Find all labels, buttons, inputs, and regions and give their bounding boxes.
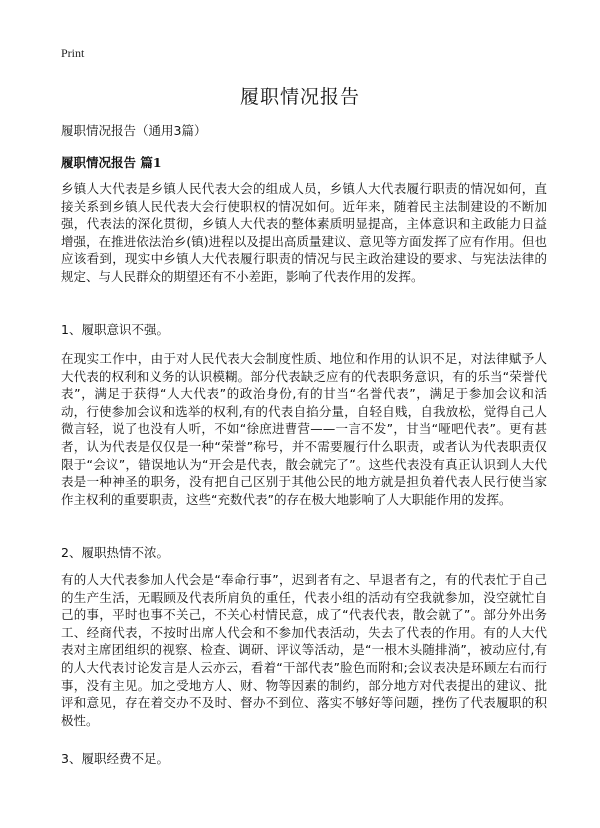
- heading-1: 1、履职意识不强。: [61, 322, 169, 337]
- print-label: Print: [61, 46, 85, 60]
- paragraph-2: 有的人大代表参加人代会是“奉命行事”，迟到者有之、早退者有之，有的代表忙于自己的生产生活，无暇顾及代表所肩负的重任，代表小组的活动有空我就参加，没空就忙自己的事，平时也事不关己，不关心村情民意，成了“代表代表，散会就了”。部分外出务工、经商代表，不按时出席人代会和不参加代表活动，失去了代表的作用。有的人大代表对主席团组织的视察、检查、调研、评议等活动，是“一根木头随排淌”，被动应付,有的人大代表讨论发言是人云亦云，看着“干部代表”脸色而附和;会议表决是环顾左右而行事，没有主见。加之受地方人、财、物等因素的制约，部分地方对代表提出的建议、批评和意见，存在着交办不及时、督办不到位、落实不够好等问题，挫伤了代表履职的积极性。: [61, 572, 547, 728]
- section-title: 履职情况报告 篇1: [61, 155, 162, 170]
- page-title: 履职情况报告: [239, 86, 360, 108]
- paragraph-1: 在现实工作中，由于对人民代表大会制度性质、地位和作用的认识不足，对法律赋予人大代表的权利和义务的认识模糊。部分代表缺乏应有的代表职务意识，有的乐当“荣誉代表”，满足于获得“人大代表”的政治身份,有的甘当“名誉代表”，满足于参加会议和活动，行使参加会议和选举的权利,有的代表自掐分量，自轻自贱，自我放松，觉得自己人微言轻，说了也没有人听，不如“徐庶进曹营——一言不发”，甘当“哑吧代表”。更有甚者，认为代表是仅仅是一种“荣誉”称号，并不需要履行什么职责，或者认为代表职责仅限于“会议”，错误地认为“开会是代表，散会就完了”。这些代表没有真正认识到人大代表是一种神圣的职务，没有把自己区别于其他公民的地方就是担负着代表人民行使当家作主权利的重要职责，这些“充数代表”的存在极大地影响了人大职能作用的发挥。: [61, 351, 547, 507]
- paragraph-intro: 乡镇人大代表是乡镇人民代表大会的组成人员，乡镇人大代表履行职责的情况如何，直接关系到乡镇人民代表大会行使职权的情况如何。近年来，随着民主法制建设的不断加强，代表法的深化贯彻，乡镇人大代表的整体素质明显提高，主体意识和主政能力日益增强，在推进依法治乡(镇)进程以及提出高质量建议、意见等方面发挥了应有作用。但也应该看到，现实中乡镇人大代表履行职责的情况与民主政治建设的要求、与宪法法律的规定、与人民群众的期望还有不小差距，影响了代表作用的发挥。: [61, 181, 547, 284]
- heading-3: 3、履职经费不足。: [61, 751, 169, 766]
- heading-2: 2、履职热情不浓。: [61, 545, 169, 560]
- document-subtitle: 履职情况报告（通用3篇）: [61, 123, 207, 138]
